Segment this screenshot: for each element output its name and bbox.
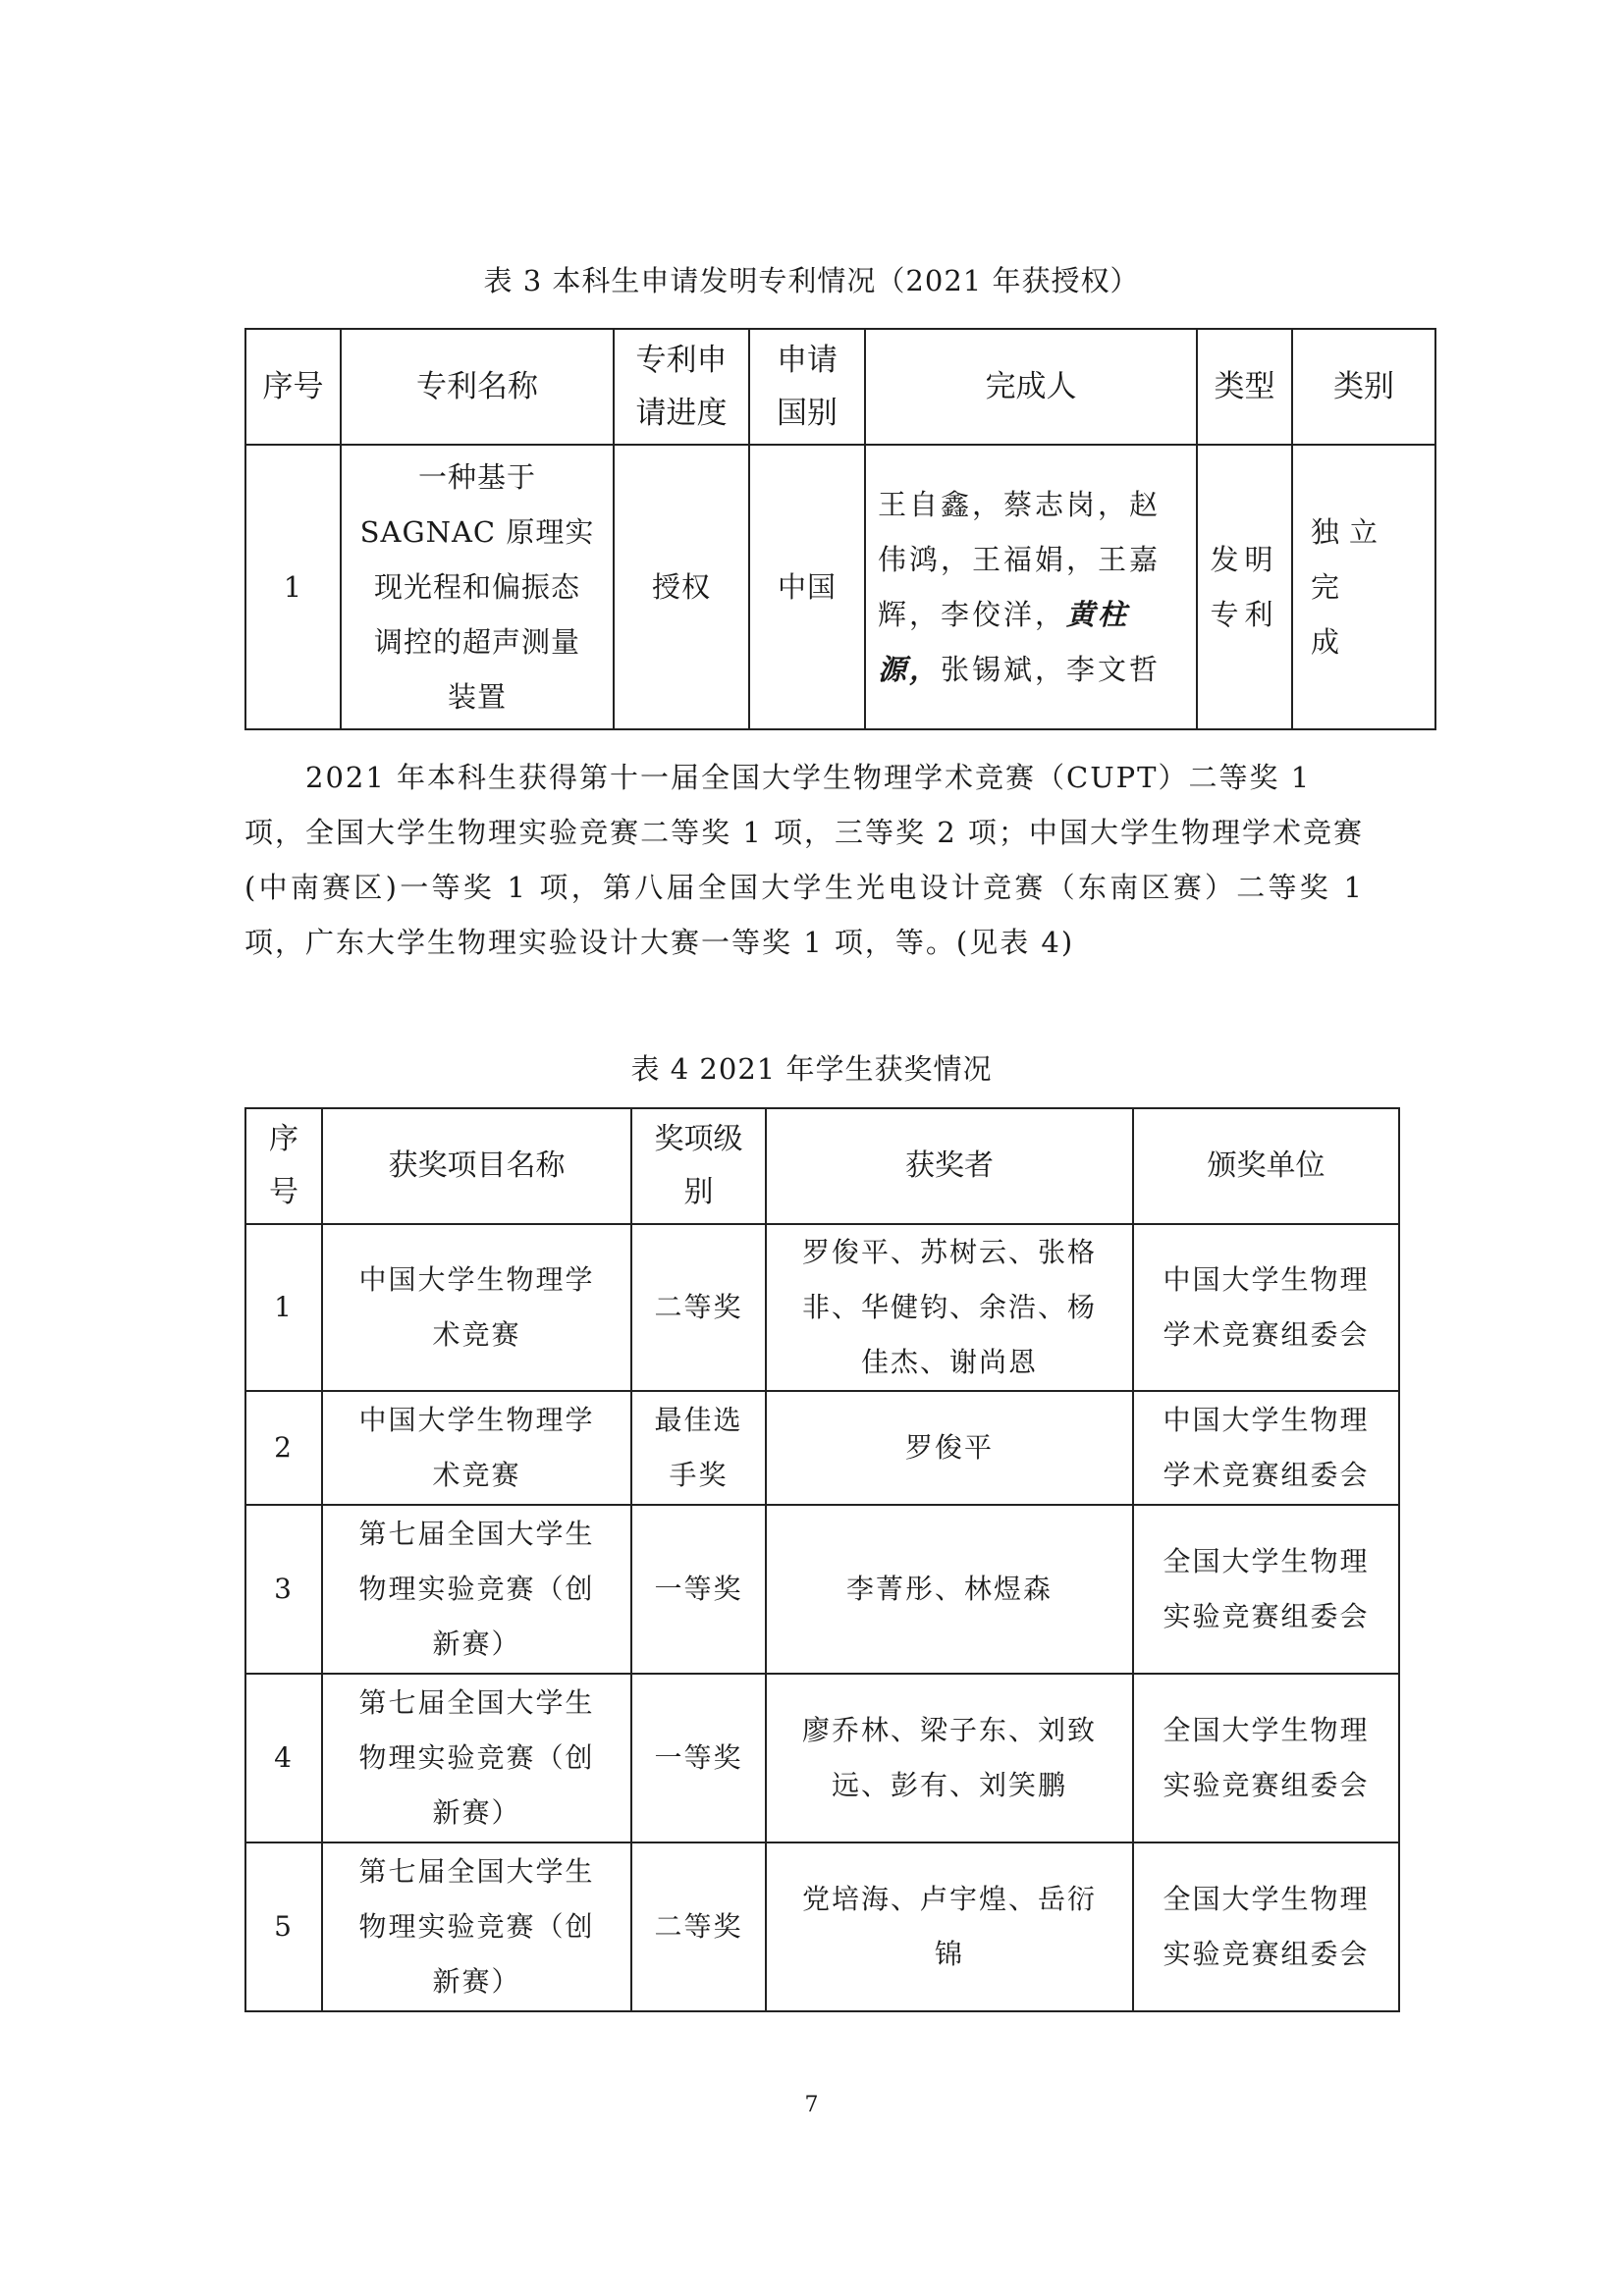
cell-patent-name: 一种基于 SAGNAC 原理实 现光程和偏振态 调控的超声测量 装置 bbox=[341, 445, 614, 729]
header-patent-name: 专利名称 bbox=[341, 329, 614, 445]
cell-org: 全国大学生物理实验竞赛组委会 bbox=[1133, 1674, 1399, 1842]
header-winners: 获奖者 bbox=[766, 1108, 1133, 1224]
cell-no: 5 bbox=[245, 1842, 322, 2011]
table-row bbox=[245, 1391, 1399, 1505]
cell-type: 发明 专利 bbox=[1197, 445, 1292, 729]
cell-winners: 罗俊平、苏树云、张格非、华健钧、余浩、杨佳杰、谢尚恩 bbox=[766, 1224, 1133, 1391]
cell-winners: 党培海、卢宇煌、岳衍锦 bbox=[766, 1842, 1133, 2011]
cell-country: 中国 bbox=[749, 445, 865, 729]
cell-level: 二等奖 bbox=[631, 1842, 766, 2011]
page-number: 7 bbox=[804, 2093, 819, 2117]
table-header-row bbox=[245, 329, 1435, 445]
cell-no: 4 bbox=[245, 1674, 322, 1842]
cell-no: 2 bbox=[245, 1391, 322, 1505]
cell-award: 中国大学生物理学术竞赛 bbox=[322, 1224, 631, 1391]
header-no: 序 号 bbox=[245, 1108, 322, 1224]
cell-level: 一等奖 bbox=[631, 1674, 766, 1842]
awards-table bbox=[244, 1107, 1400, 2012]
table-row bbox=[245, 1224, 1399, 1391]
cell-winners: 罗俊平 bbox=[766, 1391, 1133, 1505]
paragraph-rest: 项，全国大学生物理实验竞赛二等奖 1 项，三等奖 2 项；中国大学生物理学术竞赛(中南赛区)一等奖 1 项，第八届全国大学生光电设计竞赛（东南区赛）二等奖 1 项，广东大学生物理实验设计大赛一等奖 1 项，等。(见表 4) bbox=[244, 816, 1364, 959]
table-header-row bbox=[245, 1108, 1399, 1224]
header-no: 序号 bbox=[245, 329, 341, 445]
cell-persons: 王自鑫，蔡志岗，赵 伟鸿，王福娟，王嘉 辉，李佼洋，黄柱 源，张锡斌，李文哲 bbox=[865, 445, 1197, 729]
table-row bbox=[245, 445, 1435, 729]
cell-category: 独立完 成 bbox=[1292, 445, 1435, 729]
cell-level: 最佳选手奖 bbox=[631, 1391, 766, 1505]
cell-org: 全国大学生物理实验竞赛组委会 bbox=[1133, 1842, 1399, 2011]
header-progress: 专利申 请进度 bbox=[614, 329, 749, 445]
paragraph-line-1: 2021 年本科生获得第十一届全国大学生物理学术竞赛（CUPT）二等奖 1 bbox=[305, 761, 1312, 794]
header-country: 申请 国别 bbox=[749, 329, 865, 445]
highlighted-name: 黄柱 bbox=[1066, 598, 1130, 631]
cell-winners: 廖乔林、梁子东、刘致远、彭有、刘笑鹏 bbox=[766, 1674, 1133, 1842]
cell-org: 中国大学生物理学术竞赛组委会 bbox=[1133, 1391, 1399, 1505]
cell-level: 二等奖 bbox=[631, 1224, 766, 1391]
cell-award: 第七届全国大学生物理实验竞赛（创新赛） bbox=[322, 1842, 631, 2011]
cell-winners: 李菁彤、林煜森 bbox=[766, 1505, 1133, 1674]
header-persons: 完成人 bbox=[865, 329, 1197, 445]
highlighted-name-tail: 源， bbox=[878, 653, 942, 686]
header-level: 奖项级 别 bbox=[631, 1108, 766, 1224]
cell-no: 3 bbox=[245, 1505, 322, 1674]
cell-org: 全国大学生物理实验竞赛组委会 bbox=[1133, 1505, 1399, 1674]
table-row bbox=[245, 1842, 1399, 2011]
patent-table bbox=[244, 328, 1436, 730]
table-row bbox=[245, 1505, 1399, 1674]
table-row bbox=[245, 1674, 1399, 1842]
cell-org: 中国大学生物理学术竞赛组委会 bbox=[1133, 1224, 1399, 1391]
header-award-name: 获奖项目名称 bbox=[322, 1108, 631, 1224]
cell-award: 第七届全国大学生物理实验竞赛（创新赛） bbox=[322, 1505, 631, 1674]
cell-progress: 授权 bbox=[614, 445, 749, 729]
cell-level: 一等奖 bbox=[631, 1505, 766, 1674]
cell-award: 中国大学生物理学术竞赛 bbox=[322, 1391, 631, 1505]
cell-no: 1 bbox=[245, 1224, 322, 1391]
cell-award: 第七届全国大学生物理实验竞赛（创新赛） bbox=[322, 1674, 631, 1842]
header-category: 类别 bbox=[1292, 329, 1435, 445]
table4-caption: 表 4 2021 年学生获奖情况 bbox=[630, 1052, 993, 1086]
cell-no: 1 bbox=[245, 445, 341, 729]
header-org: 颁奖单位 bbox=[1133, 1108, 1399, 1224]
table3-caption: 表 3 本科生申请发明专利情况（2021 年获授权） bbox=[483, 264, 1140, 297]
header-type: 类型 bbox=[1197, 329, 1292, 445]
body-paragraph bbox=[244, 750, 1364, 970]
